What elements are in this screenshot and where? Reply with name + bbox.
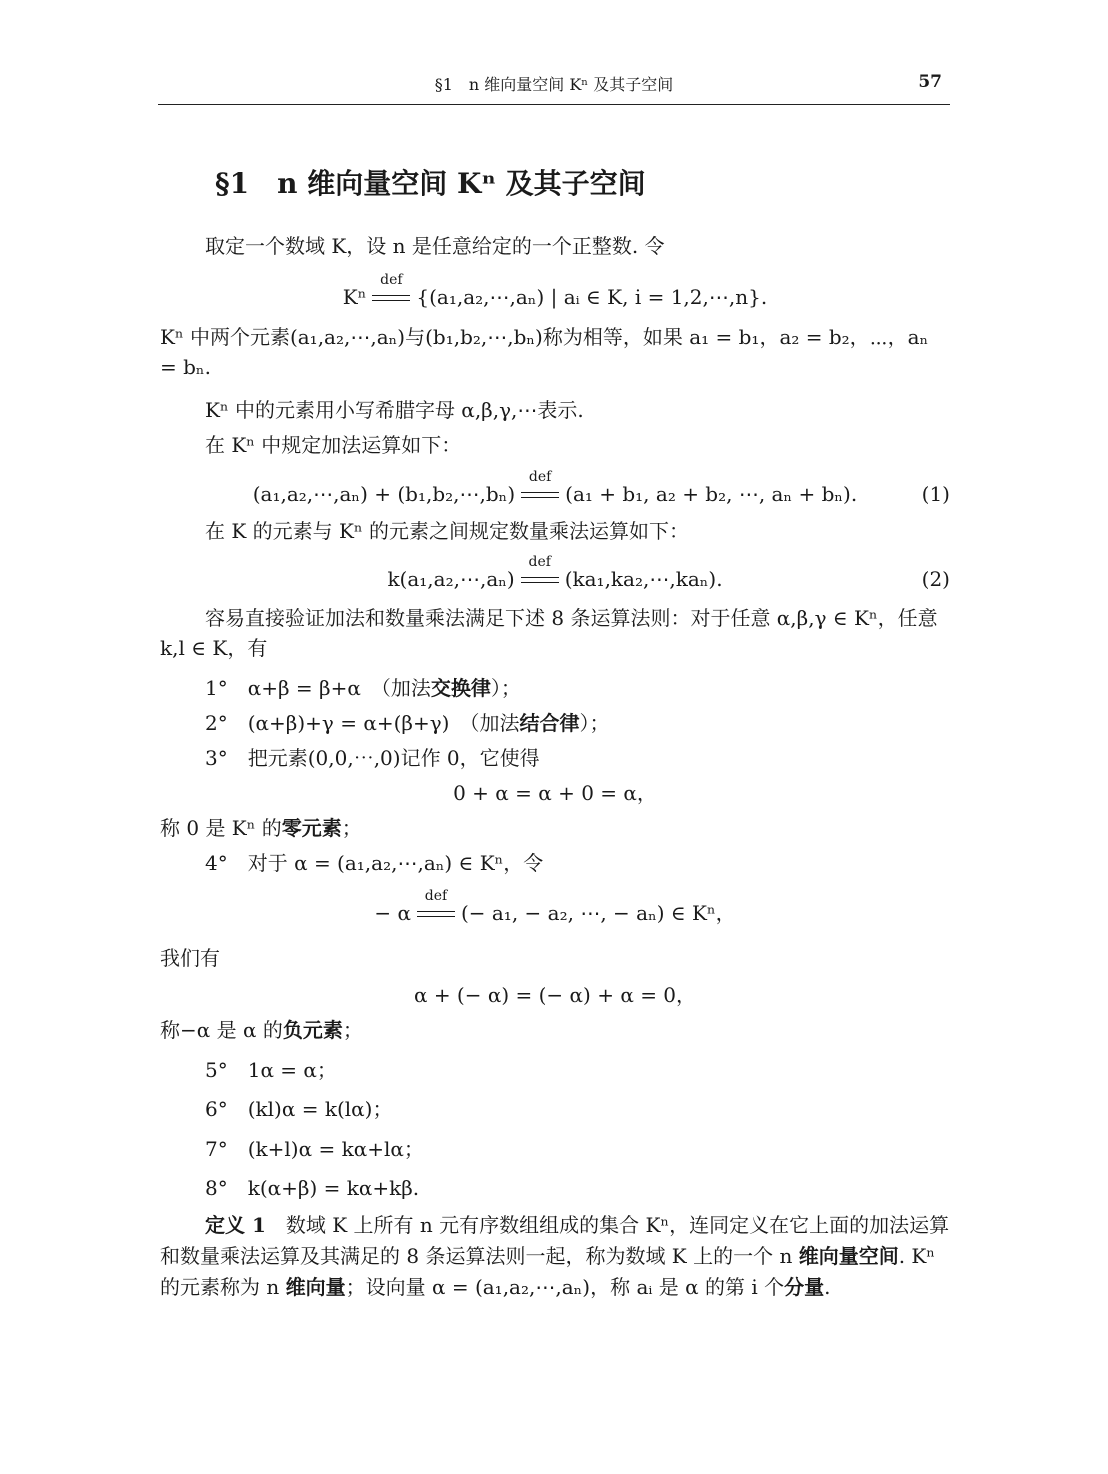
law-5: 5° 1α = α；: [205, 1058, 337, 1082]
paragraph-addition-intro: 在 Kⁿ 中规定加法运算如下：: [205, 433, 462, 457]
law-2-term: 结合律: [519, 711, 580, 735]
equation-negative-def: [160, 887, 950, 928]
def-label: def: [528, 553, 551, 570]
eq0-left: Kⁿ: [342, 285, 367, 309]
eq0-right: {(a₁,a₂,⋯,aₙ) | aᵢ ∈ K, i = 1,2,⋯,n}.: [416, 285, 768, 309]
law-6: 6° (kl)α = k(lα)；: [205, 1097, 393, 1121]
def-label: def: [424, 887, 448, 904]
definition-1-term-component: 分量: [784, 1275, 825, 1299]
definition-1: [160, 1210, 950, 1303]
law-1: [205, 673, 521, 703]
law-1-tail: ）；: [490, 676, 521, 700]
def-equals-symbol: [521, 553, 559, 588]
negative-element-text: 称−α 是 α 的: [160, 1018, 283, 1042]
negative-element-term: 负元素: [282, 1018, 343, 1042]
paragraph-scalar-intro: 在 K 的元素与 Kⁿ 的元素之间规定数量乘法运算如下：: [205, 519, 689, 543]
def-equals-symbol: [417, 887, 455, 922]
definition-1-text-c: . Kⁿ 的元素称为 n: [160, 1244, 936, 1299]
eq2-left: k(a₁,a₂,⋯,aₙ): [387, 567, 515, 591]
eq2-right: (ka₁,ka₂,⋯,kaₙ).: [564, 567, 723, 591]
negative-element-tail: ；: [342, 1018, 363, 1042]
def-equals-symbol: [521, 468, 559, 503]
law-2-text: 2° (α+β)+γ = α+(β+γ) （加法: [205, 711, 520, 735]
def-equals-symbol: [372, 271, 410, 306]
paragraph-intro: 取定一个数域 K，设 n 是任意给定的一个正整数. 令: [205, 234, 665, 258]
equation-kn-definition: [160, 271, 950, 312]
section-title: §1 n 维向量空间 Kⁿ 及其子空间: [215, 167, 646, 200]
eq4-right: (− a₁, − a₂, ⋯, − aₙ) ∈ Kⁿ，: [460, 901, 736, 925]
equation-negative: α + (− α) = (− α) + α = 0，: [413, 983, 697, 1007]
paragraph-laws-intro: 容易直接验证加法和数量乘法满足下述 8 条运算法则：对于任意 α,β,γ ∈ Kⁿ，任意 k,l ∈ K，有: [160, 606, 938, 660]
page-number: 57: [918, 72, 942, 92]
zero-element-text: 称 0 是 Kⁿ 的: [160, 816, 282, 840]
zero-element-term: 零元素: [281, 816, 342, 840]
eq4-left: − α: [374, 901, 411, 925]
paragraph-notation: Kⁿ 中的元素用小写希腊字母 α,β,γ,⋯表示.: [205, 398, 584, 422]
running-header: [158, 70, 950, 105]
eq2-body: [160, 553, 950, 594]
header-title: §1 n 维向量空间 Kⁿ 及其子空间: [434, 75, 674, 94]
law-1-text: 1° α+β = β+α （加法: [205, 676, 431, 700]
law-8: 8° k(α+β) = kα+kβ.: [205, 1176, 420, 1200]
definition-1-text-a: 数域 K 上所有 n 元有序数组组成的集合 Kⁿ，连同定义在它上面的加法运算和数量乘法运算及其满足的 8 条运算法则一起，称为数域 K 上的一个 n: [160, 1213, 950, 1268]
def-label: def: [380, 271, 403, 288]
eq1-right: (a₁ + b₁, a₂ + b₂, ⋯, aₙ + bₙ).: [565, 482, 858, 506]
negative-element-line: [160, 1015, 363, 1045]
zero-element-tail: ；: [341, 816, 362, 840]
def-label: def: [528, 468, 552, 485]
law-4: 4° 对于 α = (a₁,a₂,⋯,aₙ) ∈ Kⁿ，令: [205, 851, 544, 875]
equation-number-2: (2): [921, 567, 950, 591]
law-7: 7° (k+l)α = kα+lα；: [205, 1137, 424, 1161]
definition-1-text-d: ；设向量 α = (a₁,a₂,⋯,aₙ)，称 aᵢ 是 α 的第 i 个: [345, 1275, 785, 1299]
paragraph-equality: Kⁿ 中两个元素(a₁,a₂,⋯,aₙ)与(b₁,b₂,⋯,bₙ)称为相等，如果 a₁ = b₁，a₂ = b₂，⋯，aₙ = bₙ.: [160, 325, 929, 379]
law-2-tail: ）；: [579, 711, 610, 735]
zero-element-line: [160, 813, 362, 843]
law-2: [205, 708, 609, 738]
definition-1-term-space: 维向量空间: [798, 1244, 899, 1268]
law-1-term: 交换律: [430, 676, 491, 700]
law-3: 3° 把元素(0,0,⋯,0)记作 0，它使得: [205, 746, 540, 770]
equation-number-1: (1): [921, 482, 950, 506]
definition-1-label: 定义 1: [205, 1213, 266, 1237]
eq1-left: (a₁,a₂,⋯,aₙ) + (b₁,b₂,⋯,bₙ): [252, 482, 516, 506]
definition-1-term-vector: 维向量: [285, 1275, 346, 1299]
eq1-body: [160, 468, 950, 509]
equation-zero: 0 + α = α + 0 = α，: [453, 781, 657, 805]
we-have-line: 我们有: [160, 946, 220, 970]
definition-1-text-e: .: [824, 1275, 831, 1299]
